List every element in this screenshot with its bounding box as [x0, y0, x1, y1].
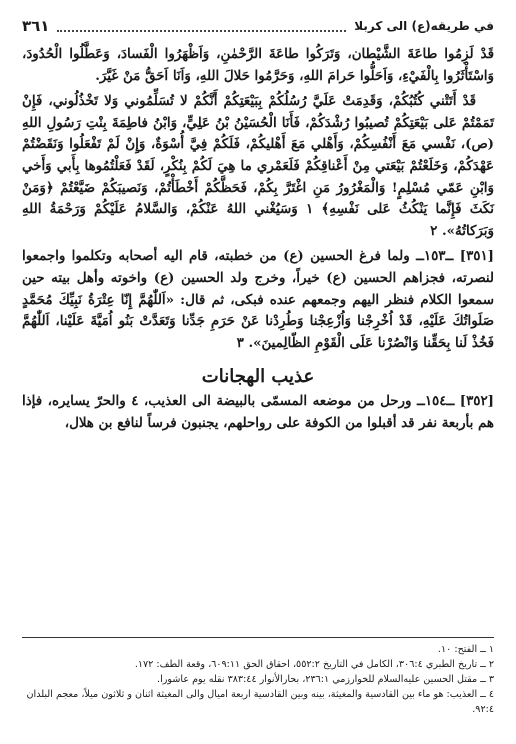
page-header [22, 14, 494, 38]
footnote-3: ٣ ــ مقتل الحسين عليه‌السلام للخوارزمي ٢٣٦:١، بحارالأنوار ٣٨٣:٤٤ نقله يوم عاشورا. [157, 674, 494, 685]
section-title: عذيب الهجانات [201, 366, 315, 388]
paragraph-4: [٣٥٢] ــ١٥٤ــ ورحل من موضعه المسمّى بالبيضة الى العذيب، ٤ والحرّ يسايره، فإذا هم بأربعة نفر قد أقبلوا من الكوفة على رواحلهم، يجنبون فرساً لنافع بن هلال، [22, 393, 495, 431]
paragraph-2: قَدْ أَتَتْني كُتُبُكُمْ، وَقَدِمَتْ عَلَيَّ رُسُلُكُمْ بِبَيْعَتِكُمْ أَنَّكُمْ لا تُسَلِّمُوني وَلا تَخْذُلُوني، فَإِنْ تَمَمْتُمْ عَلى بَيْعَتِكُمْ تُصيبُوا رُشْدَكُمْ، فَأَنَا الْحُسَيْنُ بْنُ عَلِيٍّ، وَابْنُ فاطِمَةَ بِنْتِ رَسُولِ اللهِ (ص)، نَفْسي مَعَ أَنْفُسِكُمْ، وَأَهْلي مَعَ أَهْليكُمْ، فَلَكُمْ فِيَّ أُسْوَةٌ، وَإِنْ لَمْ تَفْعَلُوا وَنَقَضْتُمْ عَهْدَكُمْ، وَخَلَعْتُمْ بَيْعَتي مِنْ أَعْناقِكُمْ فَلَعَمْري ما هِيَ لَكُمْ بِنُكْرٍ، لَقَدْ فَعَلْتُمُوها بِأَبي وَأَخي وَابْنِ عَمّي مُسْلِمٍ! وَالْمَغْرُورُ مَنِ اغْتَرَّ بِكُمْ، فَحَظَّكُمْ أَخْطَأْتُمْ، وَنَصيبَكُمْ ضَيَّعْتُمْ ﴿وَمَنْ نَكَثَ فَإِنَّما يَنْكُثُ عَلى نَفْسِهِ﴾ ١ وَسَيُغْني اللهُ عَنْكُمْ، وَالسَّلامُ عَلَيْكُمْ وَرَحْمَةُ اللهِ وَبَرَكاتُهُ». ٢ [22, 93, 494, 239]
header-dotted-rule [57, 20, 346, 32]
footnote-1: ١ ــ الفتح: ١٠. [437, 644, 494, 655]
page-body [22, 44, 494, 439]
running-title: في طريقه(ع) الى كربلا [354, 19, 494, 33]
paragraph-1: قَدْ لَزِمُوا طاعَةَ الشَّيْطان، وَتَرَكُوا طاعَةَ الرَّحْمٰنِ، وَاَظْهَرُوا الْفَسادَ، وَعَطَّلُوا الْحُدُودَ، وَاسْتَأْثَرُوا بِالْفَيْءِ، وَاَحَلُّوا حَرامَ اللهِ، وَحَرَّمُوا حَلالَ اللهِ، وَاَنَا اَحَقُّ مَنْ غَيَّرَ. [22, 46, 494, 84]
page-number: ٣٦١ [22, 17, 50, 35]
footnote-4: ٤ ــ العذيب: هو ماء بين القادسية والمغيثة، بينه وبين القادسية اربعة اميال والى المغيثة اثنان و ثلاثون ميلاً، معجم البلدان ٩٢:٤. [26, 689, 494, 715]
paragraph-3: [٣٥١] ــ١٥٣ــ ولما فرغ الحسين (ع) من خطبته، قام اليه أصحابه وتكلموا واجمعوا لنصرته، فجزاهم الحسين (ع) خيراً، وخرج ولد الحسين (ع) واخوته وأهل بيته حين سمعوا الكلام فنظر اليهم وجمعهم عنده فبكى، ثم قال: «اَللّٰهُمَّ إِنّا عِتْرَةُ نَبِيِّكَ مُحَمَّدٍ صَلَواتُكَ عَلَيْهِ، قَدْ اُخْرِجْنا وَاُزْعِجْنا وَطُرِدْنا عَنْ حَرَمِ جَدِّنا وَتَعَدَّتْ بَنُو اُمَيَّةَ عَلَيْنا، اَللّٰهُمَّ فَخُذْ لَنا بِحَقِّنا وَانْصُرْنا عَلَى الْقَوْمِ الظّالِمينَ». ٣ [22, 248, 494, 351]
footnote-2: ٢ ــ تاريخ الطبري ٣٠٦:٤، الكامل في التاريخ ٥٥٢:٢، احقاق الحق ٦٠٩:١١، وقعة الطف: ١٧٢. [134, 659, 494, 670]
footnotes [22, 637, 494, 717]
